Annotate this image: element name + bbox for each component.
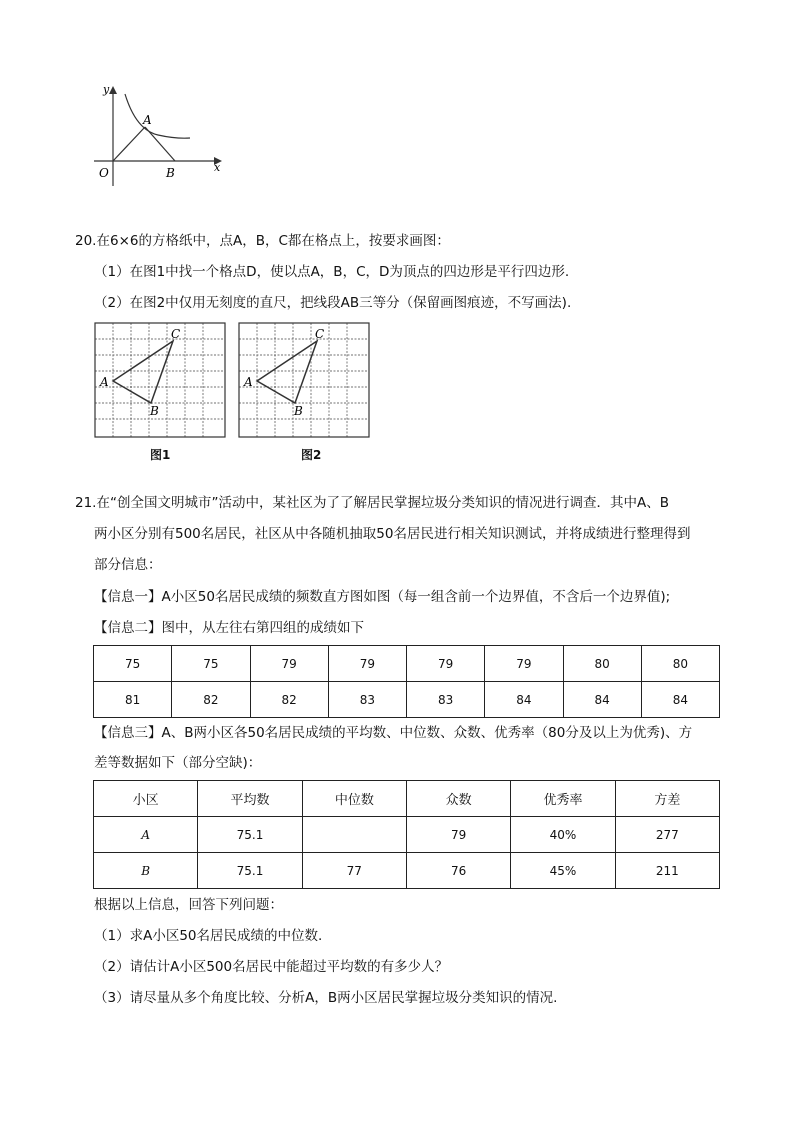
x-label: x: [214, 161, 221, 174]
point-b-label: B: [150, 404, 159, 418]
q20-stem: 在6×6的方格纸中，点A，B，C都在格点上，按要求画图：: [96, 233, 450, 249]
grid-figure-2: [238, 322, 370, 438]
column-header: 平均数: [198, 781, 302, 817]
score-cell: 79: [328, 646, 406, 682]
score-cell: 81: [94, 682, 172, 718]
point-b-label: B: [294, 404, 303, 418]
y-axis-arrow: [109, 86, 117, 94]
point-a-label: A: [244, 375, 253, 389]
question-3: （3）请尽量从多个角度比较、分析A，B两小区居民掌握垃圾分类知识的情况.: [94, 990, 558, 1006]
column-header: 小区: [94, 781, 198, 817]
question-2: （2）请估计A小区500名居民中能超过平均数的有多少人？: [94, 959, 449, 975]
segment-ab: [145, 127, 175, 161]
score-cell: 84: [641, 682, 719, 718]
info-2: 【信息二】图中，从左往右第四组的成绩如下: [94, 620, 364, 636]
info-3-line-2: 差等数据如下（部分空缺)：: [94, 755, 262, 771]
stat-cell: 45%: [511, 853, 615, 889]
score-cell: 79: [485, 646, 563, 682]
q21-line-1: 21.在“创全国文明城市”活动中，某社区为了了解居民掌握垃圾分类知识的情况进行调查．其中A、B: [75, 495, 669, 511]
score-cell: 75: [172, 646, 250, 682]
table-row: [94, 646, 720, 682]
stat-cell: 75.1: [198, 853, 302, 889]
figure-1-caption: 图1: [150, 448, 171, 462]
table-row: [94, 817, 720, 853]
q21-line-3: 部分信息：: [94, 557, 162, 573]
triangle-abc: [257, 341, 317, 403]
score-cell: 83: [407, 682, 485, 718]
stat-cell: 79: [406, 817, 510, 853]
score-cell: 75: [94, 646, 172, 682]
q21-line-2: 两小区分别有500名居民，社区从中各随机抽取50名居民进行相关知识测试，并将成绩进行整理得到: [94, 526, 691, 542]
point-c-label: C: [171, 327, 181, 341]
stat-cell: 76: [406, 853, 510, 889]
stats-table: [93, 780, 720, 889]
district-cell: B: [94, 853, 198, 889]
score-cell: 83: [328, 682, 406, 718]
q20-part1: （1）在图1中找一个格点D，使以点A，B，C，D为顶点的四边形是平行四边形.: [94, 264, 570, 280]
column-header: 优秀率: [511, 781, 615, 817]
column-header: 方差: [615, 781, 719, 817]
score-cell: 84: [563, 682, 641, 718]
table-row: [94, 853, 720, 889]
triangle-abc: [113, 341, 173, 403]
segment-oa: [113, 127, 145, 161]
question-1: （1）求A小区50名居民成绩的中位数.: [94, 928, 323, 944]
score-cell: 82: [172, 682, 250, 718]
hyperbola-figure: [88, 78, 228, 193]
info-3-line-1: 【信息三】A、B两小区各50名居民成绩的平均数、中位数、众数、优秀率（80分及以上为优秀)、方: [94, 725, 693, 741]
table-row: [94, 682, 720, 718]
q20-part2: （2）在图2中仅用无刻度的直尺，把线段AB三等分（保留画图痕迹，不写画法).: [94, 295, 572, 311]
q20-stem-line: [75, 231, 450, 251]
table-header-row: [94, 781, 720, 817]
figure-2-caption: 图2: [301, 448, 322, 462]
point-a-label: A: [100, 375, 109, 389]
stat-cell: 77: [302, 853, 406, 889]
stat-cell: 75.1: [198, 817, 302, 853]
stat-cell: 277: [615, 817, 719, 853]
origin-label: O: [99, 166, 109, 180]
point-b-label: B: [166, 166, 175, 180]
stat-cell: [302, 817, 406, 853]
score-cell: 79: [250, 646, 328, 682]
point-c-label: C: [315, 327, 325, 341]
y-label: y: [103, 83, 110, 96]
point-a-label: A: [143, 113, 152, 127]
score-cell: 80: [563, 646, 641, 682]
score-cell: 84: [485, 682, 563, 718]
scores-table: [93, 645, 720, 718]
stat-cell: 40%: [511, 817, 615, 853]
score-cell: 82: [250, 682, 328, 718]
grid-figure-1: [94, 322, 226, 438]
q20-number: 20.: [75, 233, 97, 249]
answer-intro: 根据以上信息，回答下列问题：: [94, 897, 283, 913]
hyperbola-curve: [125, 94, 190, 138]
district-cell: A: [94, 817, 198, 853]
info-1: 【信息一】A小区50名居民成绩的频数直方图如图（每一组含前一个边界值，不含后一个边界值);: [94, 589, 671, 605]
column-header: 众数: [406, 781, 510, 817]
column-header: 中位数: [302, 781, 406, 817]
score-cell: 79: [407, 646, 485, 682]
stat-cell: 211: [615, 853, 719, 889]
score-cell: 80: [641, 646, 719, 682]
